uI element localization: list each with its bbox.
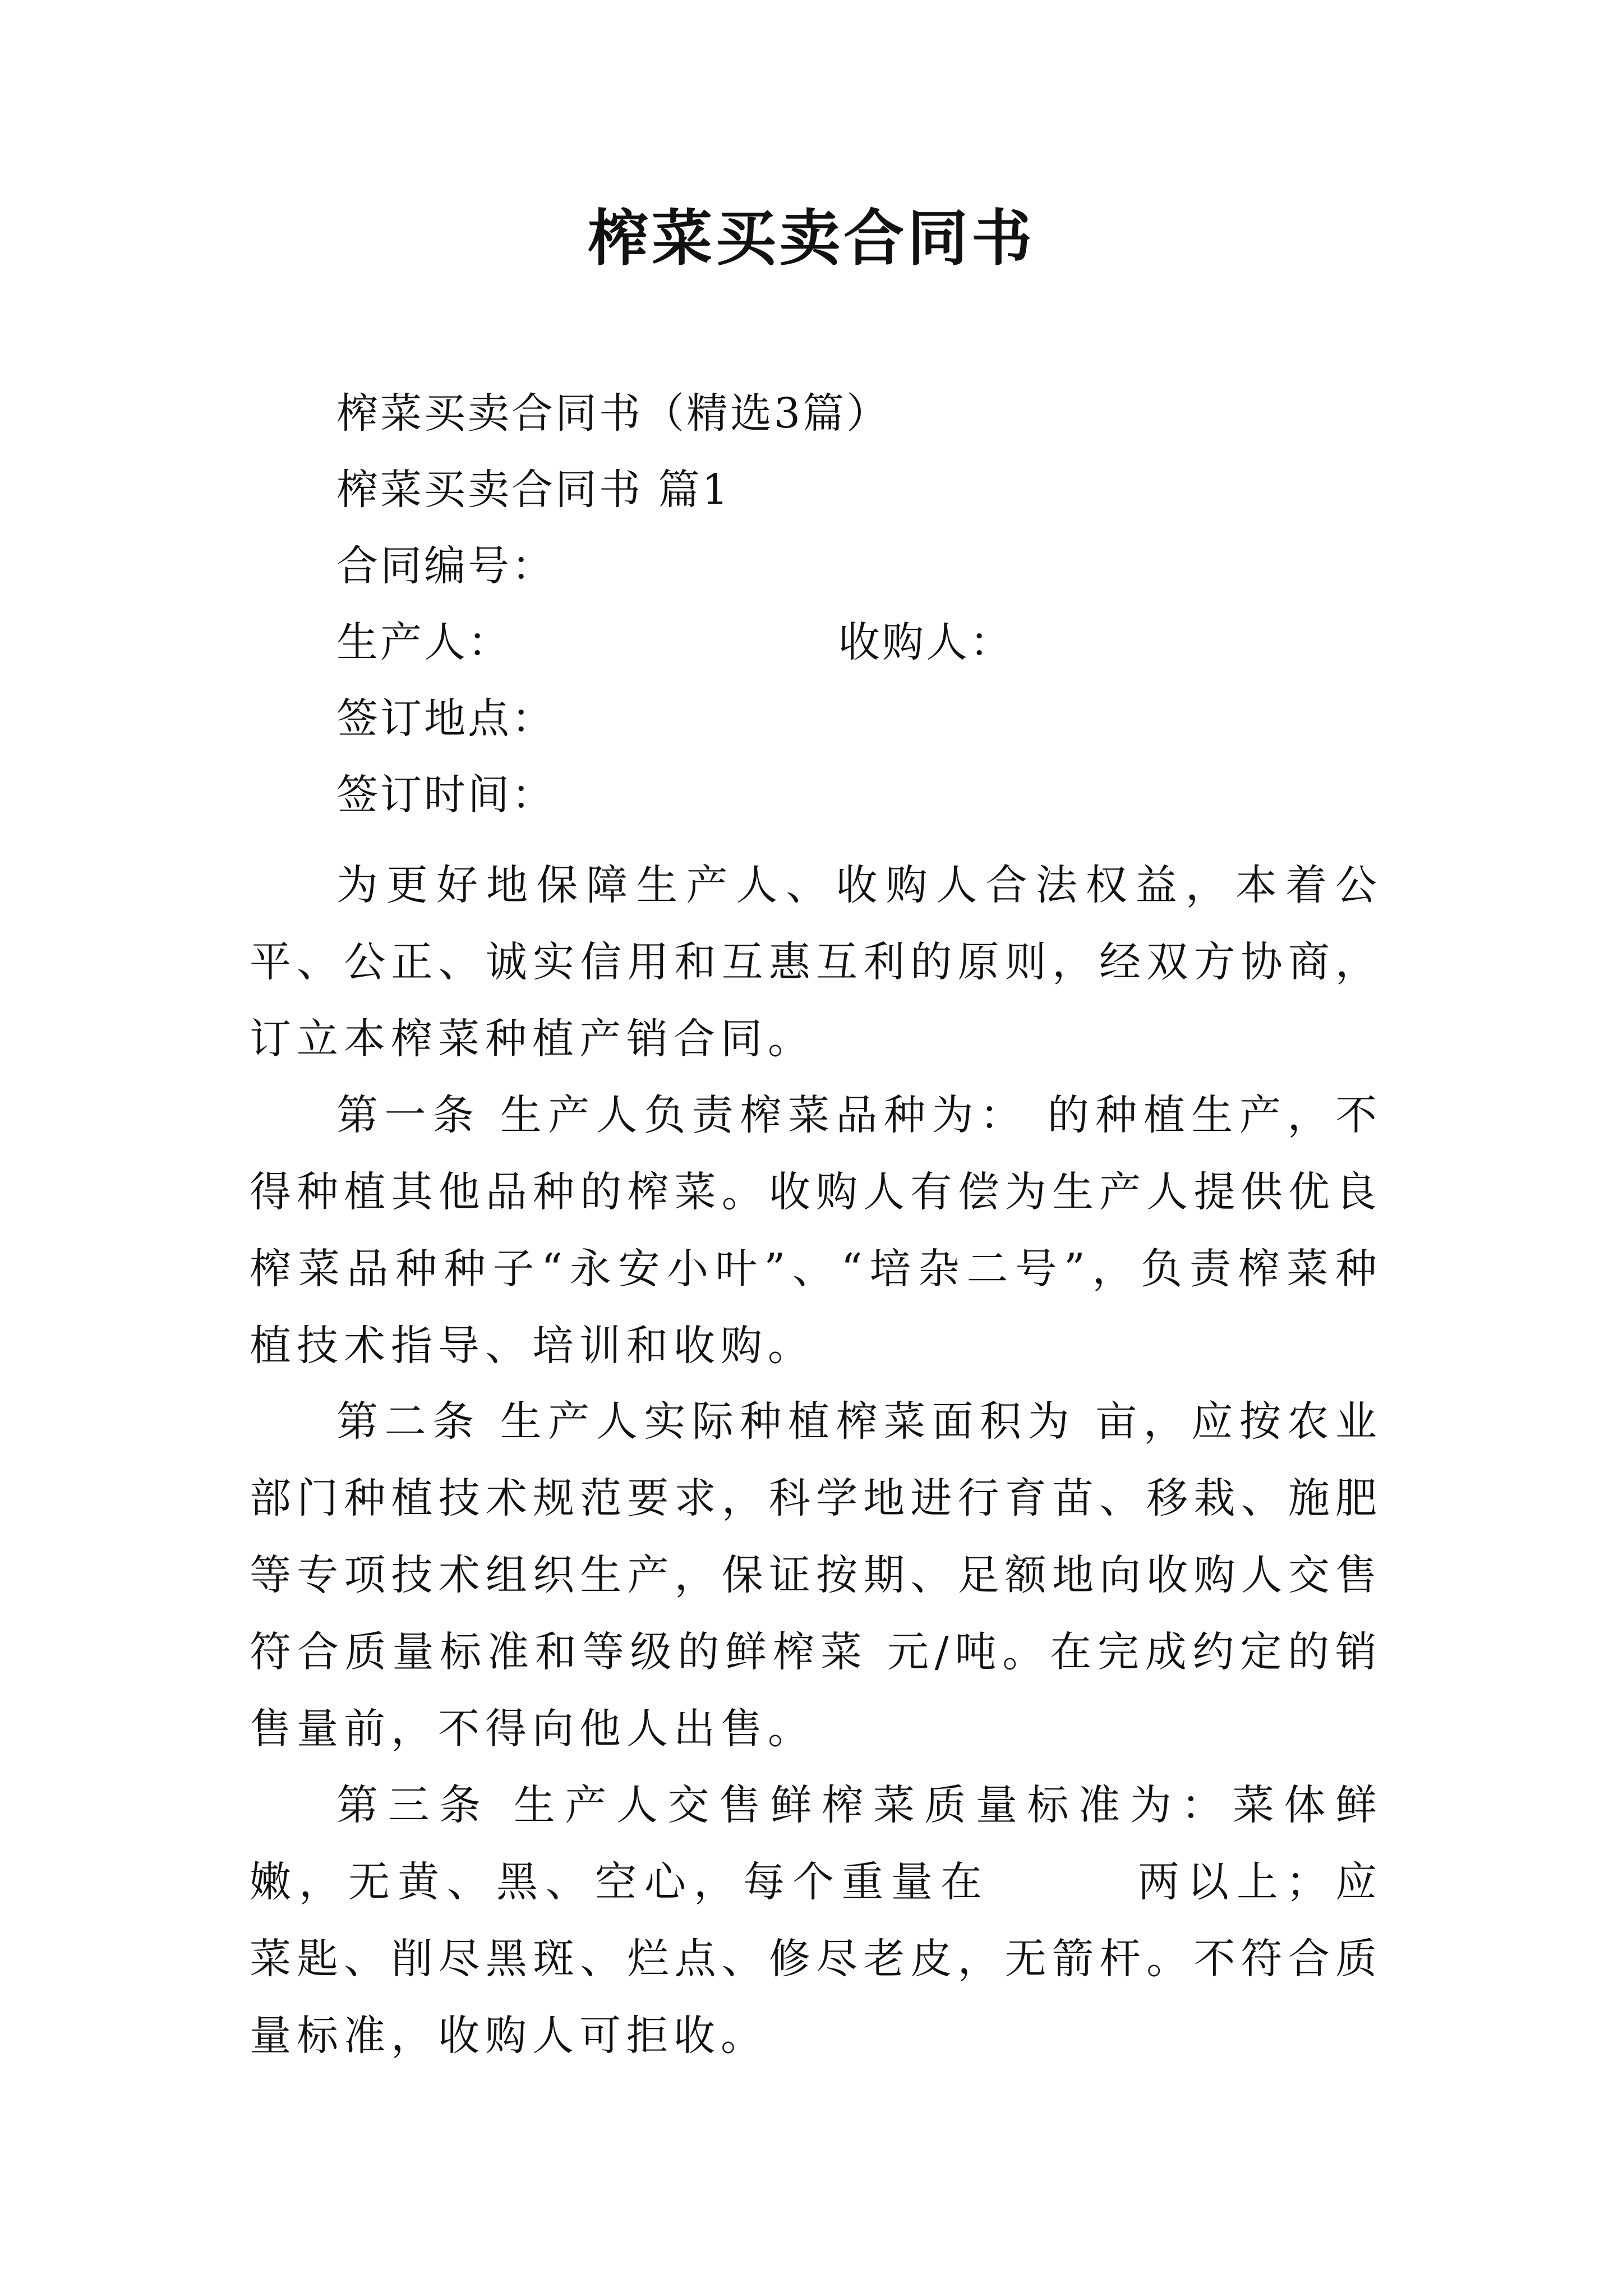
document-subtitle: 榨菜买卖合同书（精选3篇） <box>336 389 891 438</box>
buyer-label: 收购人： <box>838 618 1013 666</box>
signing-place-label: 签订地点： <box>336 694 555 743</box>
document-title: 榨菜买卖合同书 <box>587 203 1035 274</box>
producer-label: 生产人： <box>336 618 511 666</box>
article-3 <box>250 1767 1382 2074</box>
section-heading: 榨菜买卖合同书 篇1 <box>336 466 731 514</box>
contract-number-label: 合同编号： <box>336 542 555 590</box>
signing-time-label: 签订时间： <box>336 771 555 819</box>
article-3-part-1: 第三条 生产人交售鲜榨菜质量标准为：菜体鲜嫩，无黄、黑、空心，每个重量在 <box>250 1781 1382 1906</box>
article-2: 第二条 生产人实际种植榨菜面积为 亩，应按农业部门种植技术规范要求，科学地进行育苗、移栽、施肥等专项技术组织生产，保证按期、足额地向收购人交售符合质量标准和等级的鲜榨菜 元/吨。在完成约定的销售量前，不得向他人出售。 <box>250 1397 1382 1753</box>
intro-paragraph: 为更好地保障生产人、收购人合法权益，本着公平、公正、诚实信用和互惠互利的原则，经双方协商，订立本榨菜种植产销合同。 <box>250 861 1382 1063</box>
article-3-part-2: 两以上；应菜匙、削尽黑斑、烂点、修尽老皮，无箭杆。不符合质量标准，收购人可拒收。 <box>250 1858 1382 2060</box>
article-1: 第一条 生产人负责榨菜品种为： 的种植生产，不得种植其他品种的榨菜。收购人有偿为生产人提供优良榨菜品种种子“永安小叶”、“培杂二号”，负责榨菜种植技术指导、培训和收购。 <box>250 1091 1382 1370</box>
